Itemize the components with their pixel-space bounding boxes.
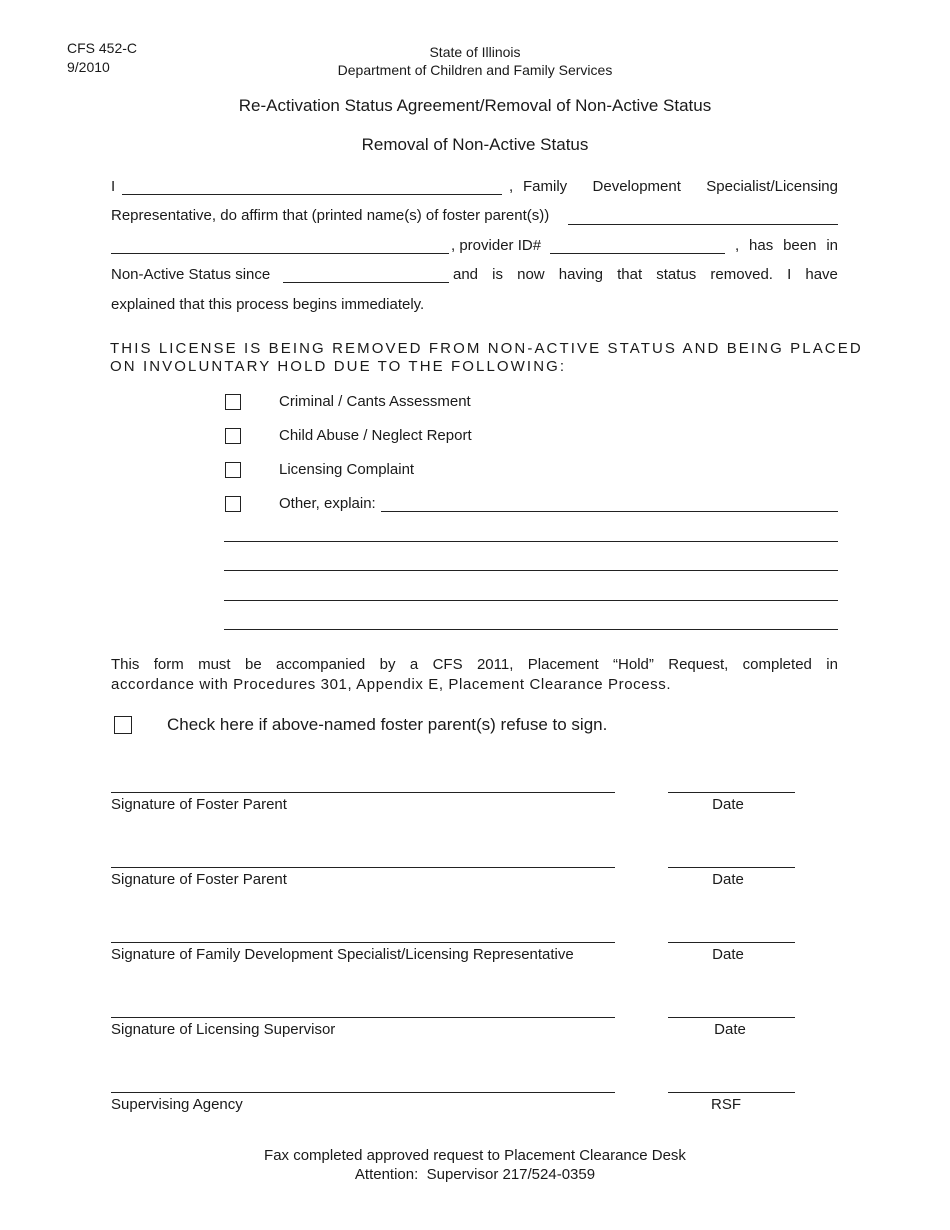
rsf-line[interactable] [668,1092,795,1093]
reason-checkbox-abuse[interactable] [225,428,241,444]
footer-attention: Attention: Supervisor 217/524-0359 [354,1166,596,1183]
foster-parent-names-field-2[interactable] [111,235,449,254]
date-line-foster-parent-2[interactable] [668,867,795,868]
specialist-name-field[interactable] [122,176,502,195]
footer-fax-instruction: Fax completed approved request to Placement Clearance Desk [264,1147,686,1164]
date-line-foster-parent-1[interactable] [668,792,795,793]
signature-line-supervisor[interactable] [111,1017,615,1018]
page-title: Re-Activation Status Agreement/Removal of Non-Active Status [238,96,712,115]
department-name: Department of Children and Family Services [337,62,613,78]
non-active-since-field[interactable] [283,264,449,283]
date-line-supervisor[interactable] [668,1017,795,1018]
rsf-label: RSF [711,1096,741,1113]
affirm-line3-end: , has been in [735,237,838,254]
non-active-since-label: Non-Active Status since [111,266,271,283]
placement-note-line1: This form must be accompanied by a CFS 2011, Placement “Hold” Request, completed in [111,656,838,673]
explain-line-2[interactable] [224,552,838,571]
affirm-i: I [111,178,116,195]
other-explain-field[interactable] [381,493,838,512]
affirm-role-text: Family Development Specialist/Licensing [523,178,838,195]
date-label-3: Date [712,946,744,963]
explain-line-4[interactable] [224,611,838,630]
refuse-sign-label: Check here if above-named foster parent(s) refuse to sign. [167,715,608,734]
date-label-4: Date [714,1021,746,1038]
date-line-specialist[interactable] [668,942,795,943]
page-subtitle: Removal of Non-Active Status [361,135,589,154]
provider-id-field[interactable] [550,235,725,254]
date-label-1: Date [712,796,744,813]
signature-line-foster-parent-2[interactable] [111,867,615,868]
state-name: State of Illinois [429,44,521,60]
refuse-sign-checkbox[interactable] [114,716,132,734]
reason-label-abuse: Child Abuse / Neglect Report [279,427,472,444]
date-label-2: Date [712,871,744,888]
form-date: 9/2010 [67,59,110,75]
reason-checkbox-complaint[interactable] [225,462,241,478]
form-id: CFS 452-C [67,40,138,56]
placement-note-line2: accordance with Procedures 301, Appendix E, Placement Clearance Process. [111,676,672,693]
explain-line-1[interactable] [224,523,838,542]
affirm-line2: Representative, do affirm that (printed name(s) of foster parent(s)) [111,207,550,224]
hold-heading-line2: ON INVOLUNTARY HOLD DUE TO THE FOLLOWING: [110,358,567,375]
signature-label-specialist: Signature of Family Development Specialist/Licensing Representative [111,946,574,963]
affirm-line4-end: and is now having that status removed. I have [453,266,838,283]
affirm-comma: , [509,178,514,195]
reason-label-other: Other, explain: [279,495,376,512]
signature-label-foster-parent-1: Signature of Foster Parent [111,796,287,813]
reason-label-criminal: Criminal / Cants Assessment [279,393,471,410]
foster-parent-names-field[interactable] [568,206,838,225]
reason-checkbox-other[interactable] [225,496,241,512]
signature-label-supervisor: Signature of Licensing Supervisor [111,1021,336,1038]
reason-label-complaint: Licensing Complaint [279,461,415,478]
explain-line-3[interactable] [224,582,838,601]
reason-checkbox-criminal[interactable] [225,394,241,410]
provider-id-label: , provider ID# [451,237,542,254]
hold-heading-line1: THIS LICENSE IS BEING REMOVED FROM NON-ACTIVE STATUS AND BEING PLACED [110,340,863,357]
signature-line-specialist[interactable] [111,942,615,943]
supervising-agency-line[interactable] [111,1092,615,1093]
affirm-line5: explained that this process begins immediately. [111,296,425,313]
supervising-agency-label: Supervising Agency [111,1096,243,1113]
signature-label-foster-parent-2: Signature of Foster Parent [111,871,287,888]
signature-line-foster-parent-1[interactable] [111,792,615,793]
